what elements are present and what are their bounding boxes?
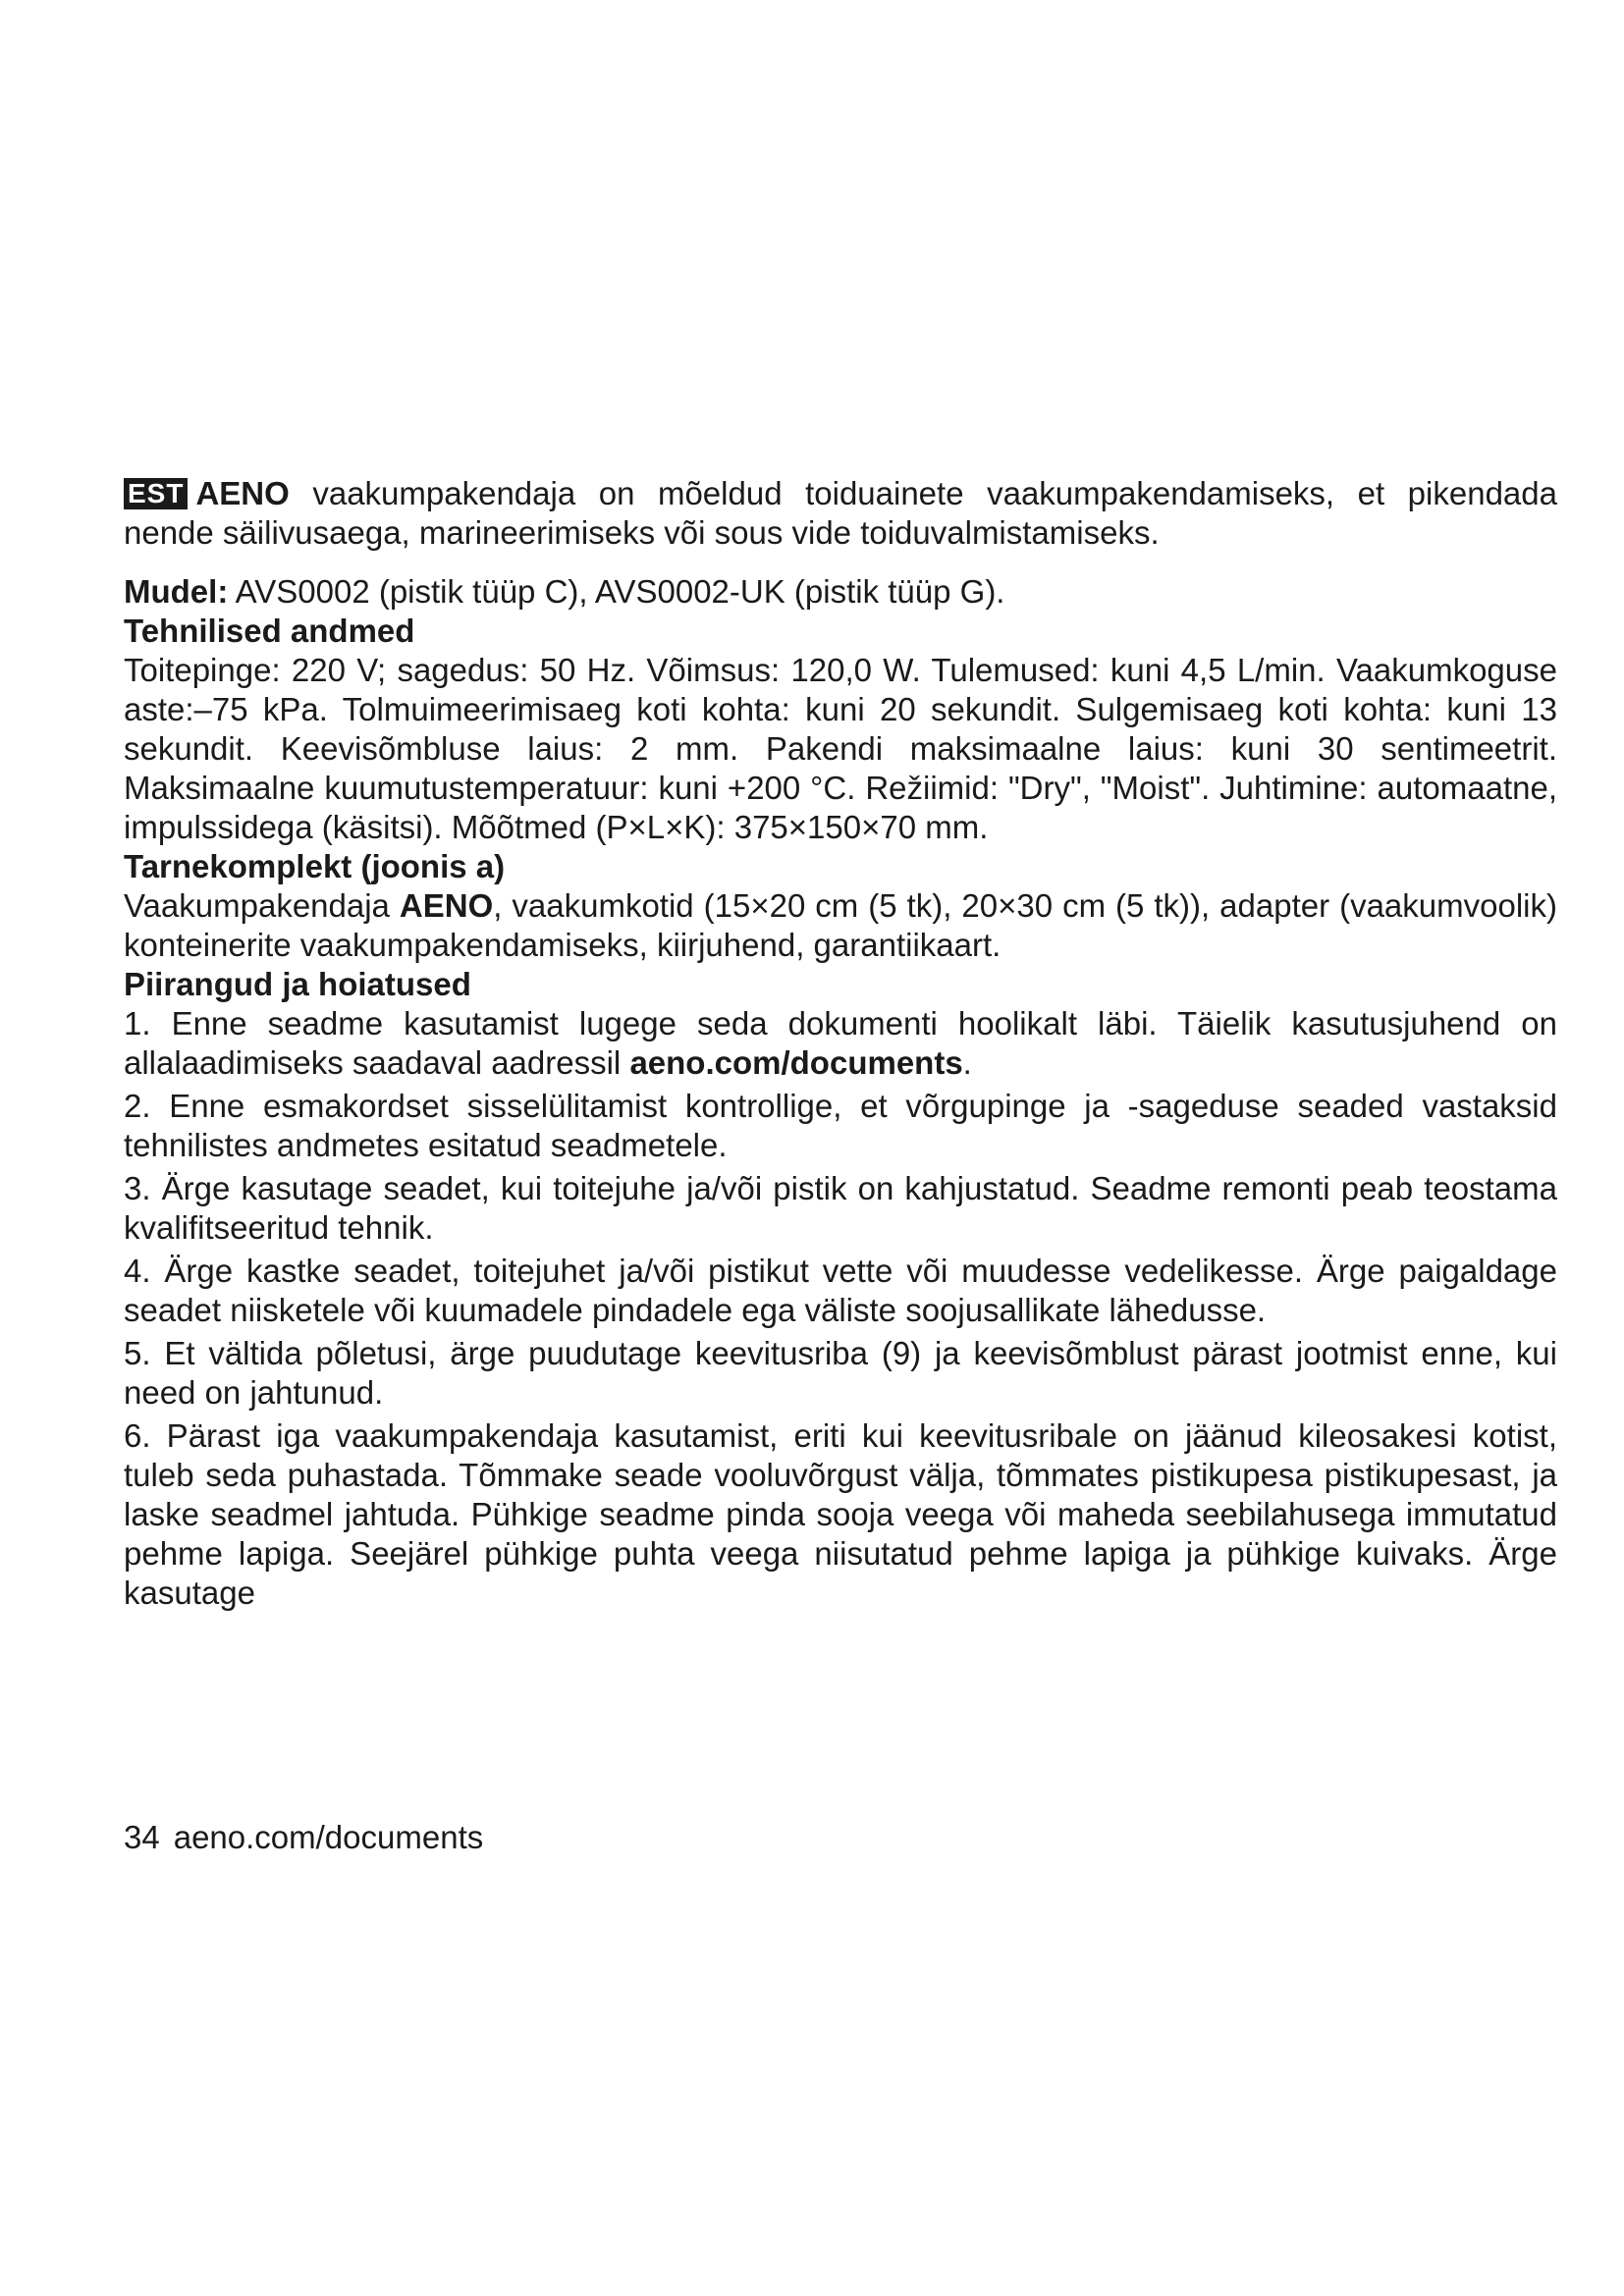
warning-item-1-text: 1. Enne seadme kasutamist lugege seda dokumenti hoolikalt läbi. Täielik kasutusjuhend on allalaadimiseks saadaval aadressil [124, 1005, 1557, 1081]
page-footer [124, 1818, 483, 1857]
footer-url[interactable]: aeno.com/documents [173, 1819, 484, 1855]
warning-item-5: 5. Et vältida põletusi, ärge puudutage keevitusriba (9) ja keevisõmblust pärast jootmist enne, kui need on jahtunud. [124, 1335, 1557, 1411]
warning-item-1 [124, 1004, 1557, 1083]
documents-link[interactable]: aeno.com/documents [629, 1044, 963, 1081]
model-text: AVS0002 (pistik tüüp C), AVS0002-UK (pistik tüüp G). [228, 573, 1005, 610]
intro-paragraph [124, 474, 1557, 553]
warning-item-3: 3. Ärge kasutage seadet, kui toitejuhe ja/või pistik on kahjustatud. Seadme remonti peab teostama kvalifitseeritud tehnik. [124, 1170, 1557, 1246]
warnings-heading: Piirangud ja hoiatused [124, 966, 471, 1002]
package-heading: Tarnekomplekt (joonis a) [124, 848, 506, 884]
warning-item-6: 6. Pärast iga vaakumpakendaja kasutamist, eriti kui keevitusribale on jäänud kileosakesi kotist, tuleb seda puhastada. Tõmmake seade vooluvõrgust välja, tõmmates pistikupesa pistikupesast, ja laske seadmel jahtuda. Pühkige seadme pinda sooja veega või maheda seebilahusega immutatud pehme lapiga. Seejärel pühkige puhta veega niisutatud pehme lapiga ja pühkige kuivaks. Ärge kasutage [124, 1417, 1557, 1611]
technical-text: Toitepinge: 220 V; sagedus: 50 Hz. Võimsus: 120,0 W. Tulemused: kuni 4,5 L/min. Vaakumkoguse aste:–75 kPa. Tolmuimeerimisaeg koti kohta: kuni 20 sekundit. Sulgemisaeg koti kohta: kuni 13 sekundit. Keevisõmbluse laius: 2 mm. Pakendi maksimaalne laius: kuni 30 sentimeetrit. Maksimaalne kuumutustemperatuur: kuni +200 °C. Režiimid: "Dry", "Moist". Juhtimine: automaatne, impulssidega (käsitsi). Mõõtmed (P×L×K): 375×150×70 mm. [124, 652, 1557, 845]
package-text-before: Vaakumpakendaja [124, 887, 400, 924]
warning-item-4: 4. Ärge kastke seadet, toitejuhet ja/või pistikut vette või muudesse vedelikesse. Ärge paigaldage seadet niisketele või kuumadele pindadele ega väliste soojusallikate lähedusse. [124, 1253, 1557, 1328]
warning-item-2: 2. Enne esmakordset sisselülitamist kontrollige, et võrgupinge ja -sageduse seaded vastaksid tehnilistes andmetes esitatud seadmetele. [124, 1088, 1557, 1163]
model-paragraph [124, 572, 1557, 612]
warning-item-1-end: . [962, 1044, 972, 1081]
package-text-after: , vaakumkotid (15×20 cm (5 tk), 20×30 cm (5 tk)), adapter (vaakumvoolik) konteinerite vaakumpakendamiseks, kiirjuhend, garantiikaart. [124, 887, 1557, 963]
model-label: Mudel: [124, 573, 229, 610]
page-number: 34 [124, 1819, 160, 1855]
intro-text: vaakumpakendaja on mõeldud toiduainete vaakumpakendamiseks, et pikendada nende säilivusaega, marineerimiseks või sous vide toiduvalmistamiseks. [124, 475, 1557, 551]
intro-brand: AENO [195, 475, 290, 511]
page-content [124, 474, 1557, 1613]
package-brand: AENO [399, 887, 494, 924]
language-badge: EST [124, 478, 188, 509]
package-paragraph [124, 886, 1557, 965]
technical-heading: Tehnilised andmed [124, 613, 415, 649]
